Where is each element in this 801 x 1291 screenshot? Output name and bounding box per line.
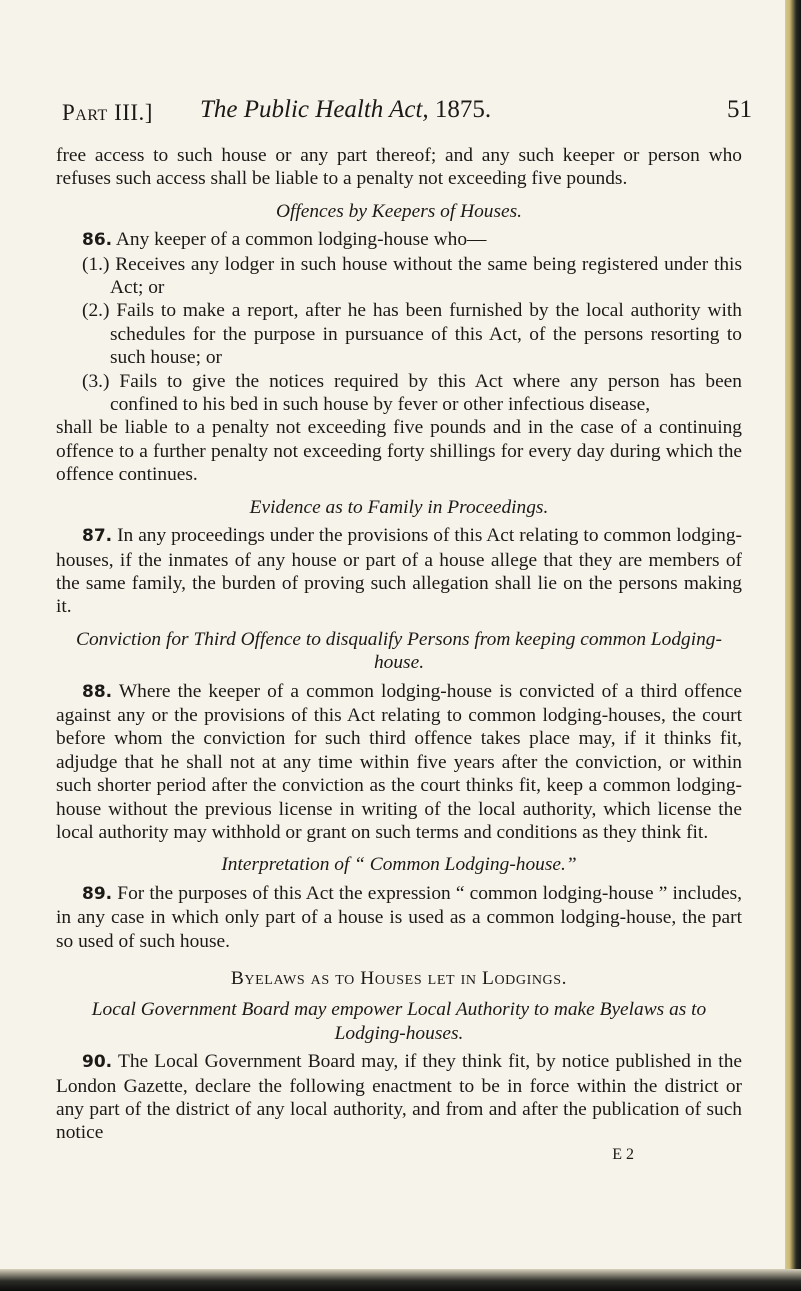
section-86-tail: shall be liable to a penalty not exceeding five pounds and in the case of a continuing offence to a further penalty not exceeding forty shillings for every day during which the offence continues. [56, 417, 742, 486]
section-86-number: 86. [82, 230, 113, 251]
section-90-paragraph [56, 1050, 742, 1145]
section-86-heading: Offences by Keepers of Houses. [275, 200, 523, 222]
part-label: Part III.] [62, 100, 153, 125]
section-90-heading: Local Government Board may empower Local Authority to make Byelaws as to Lodging-houses. [91, 999, 707, 1044]
intro-paragraph: free access to such house or any part thereof; and any such keeper or person who refuses such access shall be liable to a penalty not exceeding five pounds. [56, 145, 742, 190]
section-86-item-2: (2.) Fails to make a report, after he has been furnished by the local authority with schedules for the purpose in pursuance of this Act, of the persons resorting to such house; or [82, 300, 742, 369]
section-89-heading: Interpretation of “ Common Lodging-house.” [221, 854, 577, 876]
section-90-text: The Local Government Board may, if they think fit, by notice published in the London Gazette, declare the following enactment to be in force within the district or any part of the district of any local authority, and from and after the publication of such notice [56, 1051, 742, 1144]
section-88-heading: Conviction for Third Offence to disqualify Persons from keeping common Lodging-house. [76, 628, 722, 674]
section-88-number: 88. [82, 681, 113, 702]
section-89-paragraph [56, 882, 742, 953]
section-86-item-1: (1.) Receives any lodger in such house without the same being registered under this Act; or [82, 253, 742, 299]
page-body [56, 144, 742, 1165]
page-edge-right [785, 0, 801, 1291]
page-number: 51 [727, 96, 752, 123]
section-87-number: 87. [82, 526, 113, 547]
section-89-text: For the purposes of this Act the expression “ common lodging-house ” includes, in any case in which only part of a house is used as a common lodging-house, the part so used of such house. [56, 882, 742, 952]
byelaws-heading: Byelaws as to Houses let in Lodgings. [230, 968, 568, 989]
section-87-text: In any proceedings under the provisions of this Act relating to common lodging-houses, if the inmates of any house or part of a house allege that they are members of the same family, the burden of proving such allegation shall lie on the persons making it. [56, 525, 742, 618]
act-year: 1875. [434, 96, 492, 123]
section-90-number: 90. [82, 1052, 113, 1073]
section-86-lead [56, 228, 742, 252]
section-87-paragraph [56, 524, 742, 619]
page-edge-bottom [0, 1269, 801, 1291]
section-89-number: 89. [82, 883, 113, 904]
section-88-paragraph [56, 680, 742, 845]
running-title [200, 96, 491, 124]
section-88-text: Where the keeper of a common lodging-house is convicted of a third offence against any or the provisions of this Act relating to common lodging-houses, the court before whom the conviction for such third offence takes place may, if it thinks fit, adjudge that he shall not at any time within five years after the conviction, or within such shorter period after the conviction as the court thinks fit, keep a common lodging-house without the previous license in writing of the local authority, which license the local authority may withhold or grant on such terms and conditions as they think fit. [56, 680, 742, 843]
section-86-item-3: (3.) Fails to give the notices required by this Act where any person has been confined to his bed in such house by fever or other infectious disease, [82, 370, 742, 416]
section-87-heading: Evidence as to Family in Proceedings. [249, 496, 549, 518]
running-header [62, 96, 752, 136]
section-86-lead-text: Any keeper of a common lodging-house who— [115, 229, 487, 251]
signature-mark: E 2 [612, 1145, 634, 1163]
act-title: The Public Health Act, [200, 96, 429, 123]
